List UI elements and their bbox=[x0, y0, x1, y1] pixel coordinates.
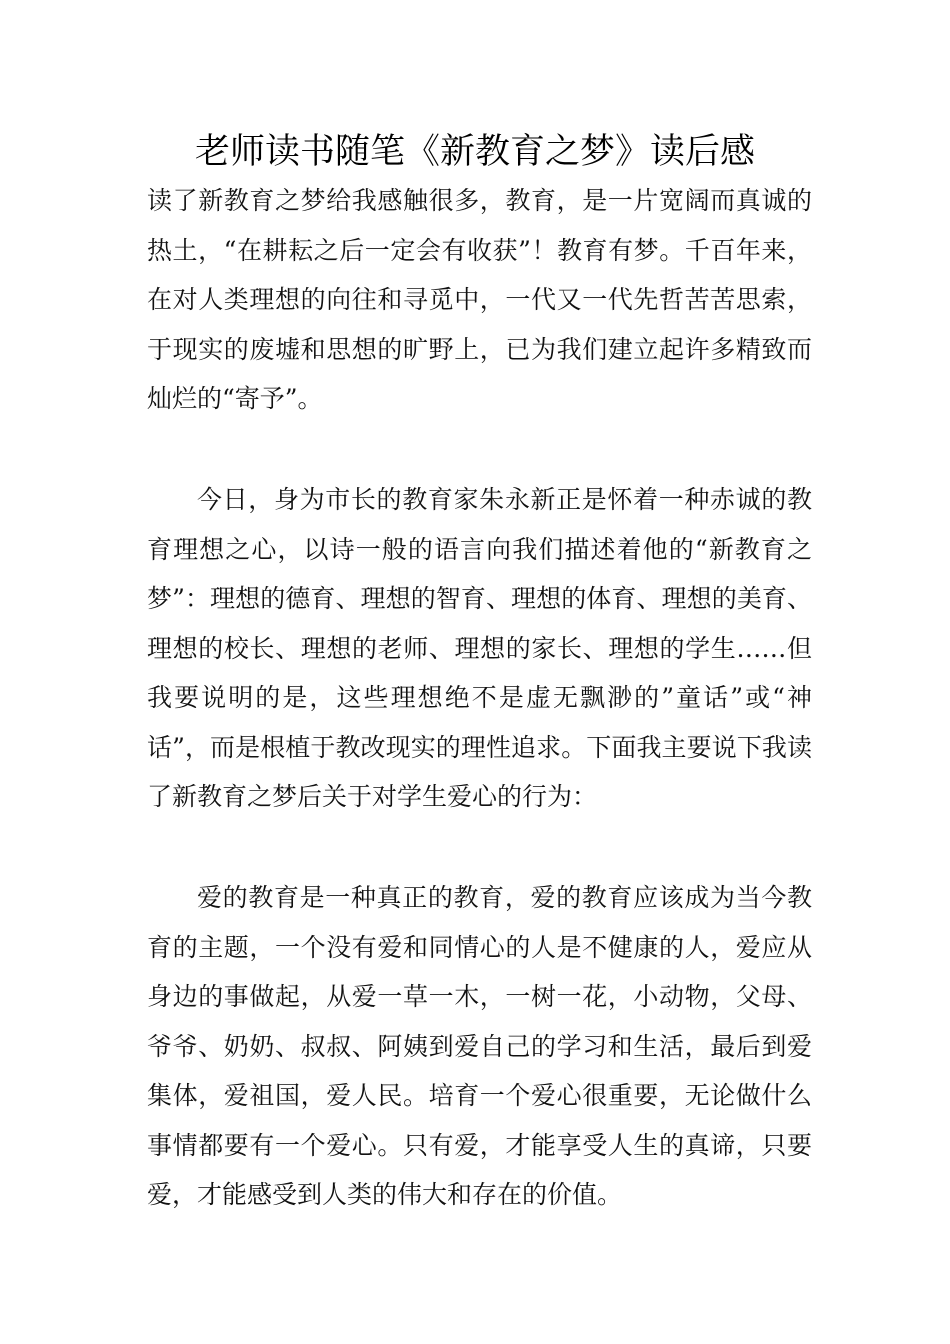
paragraph-dream: 今日，身为市长的教育家朱永新正是怀着一种赤诚的教育理想之心，以诗一般的语言向我们描述着他的“新教育之梦”：理想的德育、理想的智育、理想的体育、理想的美育、理想的校长、理想的老师、理想的家长、理想的学生……但我要说明的是，这些理想绝不是虚无飘渺的”童话”或“神话”，而是根植于教改现实的理性追求。下面我主要说下我读了新教育之梦后关于对学生爱心的行为： bbox=[147, 485, 812, 811]
paragraph-love-education: 爱的教育是一种真正的教育，爱的教育应该成为当今教育的主题，一个没有爱和同情心的人是不健康的人，爱应从身边的事做起，从爱一草一木，一树一花，小动物，父母、爷爷、奶奶、叔叔、阿姨到爱自己的学习和生活，最后到爱集体，爱祖国，爱人民。培育一个爱心很重要，无论做什么事情都要有一个爱心。只有爱，才能享受人生的真谛，只要爱，才能感受到人类的伟大和存在的价值。 bbox=[147, 883, 812, 1209]
paragraph-intro: 读了新教育之梦给我感触很多，教育，是一片宽阔而真诚的热土，“在耕耘之后一定会有收获”！教育有梦。千百年来，在对人类理想的向往和寻觅中，一代又一代先哲苦苦思索，于现实的废墟和思想的旷野上，已为我们建立起许多精致而灿烂的“寄予”。 bbox=[147, 186, 812, 413]
document-title: 老师读书随笔《新教育之梦》读后感 bbox=[194, 132, 755, 172]
